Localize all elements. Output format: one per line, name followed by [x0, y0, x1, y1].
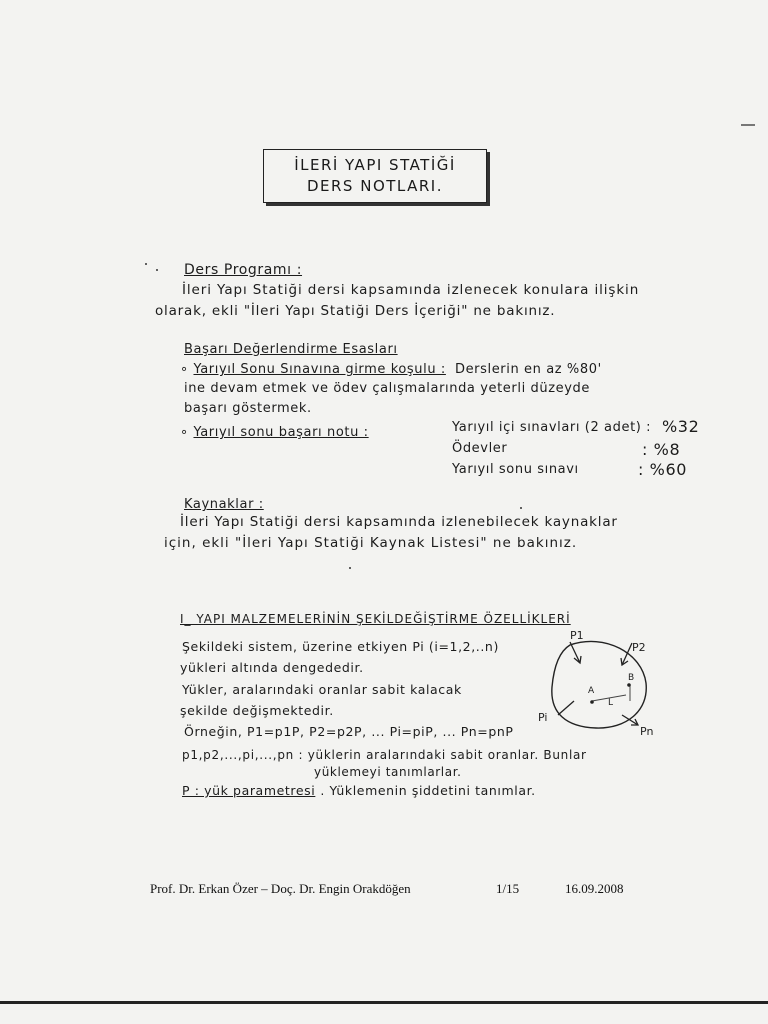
grade-label: Yarıyıl sonu başarı notu : [193, 425, 369, 440]
sources-line-2: için, ekli "İleri Yapı Statiği Kaynak Listesi" ne bakınız. [164, 535, 578, 551]
section1-line-6: p1,p2,...,pi,...,pn : yüklerin aralarındaki sabit oranlar. Bunlar [182, 748, 587, 762]
section1-line-8 [182, 783, 536, 799]
exam-req-label: Yarıyıl Sonu Sınavına girme koşulu : [193, 362, 446, 377]
section1-line-7: yüklemeyi tanımlarlar. [314, 765, 462, 779]
footer-date: 16.09.2008 [565, 881, 624, 896]
section1-line-1: Şekildeki sistem, üzerine etkiyen Pi (i=1,2,..n) [182, 639, 499, 654]
body-outline [552, 641, 646, 728]
exam-req-row: ∘ Yarıyıl Sonu Sınavına girme koşulu : Derslerin en az %80' [180, 362, 602, 377]
section1-line-5: Örneğin, P1=p1P, P2=p2P, ... Pi=piP, ... Pn=pnP [184, 724, 514, 739]
section1-heading: I_ YAPI MALZEMELERİNİN ŞEKİLDEĞİŞTİRME ÖZELLİKLERİ [180, 612, 571, 626]
scan-speck [156, 269, 158, 271]
exam-req-text-3: başarı göstermek. [184, 401, 312, 416]
title-line-2: DERS NOTLARI. [306, 177, 443, 195]
load-parameter-label: P : yük parametresi [182, 783, 316, 798]
title-line-1: İLERİ YAPI STATİĞİ [294, 156, 456, 174]
label-p2: P2 [632, 641, 646, 654]
grade-item-2: Ödevler [452, 441, 508, 456]
section1-line-2: yükleri altında dengededir. [180, 660, 364, 675]
grade-item-1: Yarıyıl içi sınavları (2 adet) : [452, 420, 652, 435]
footer-authors: Prof. Dr. Erkan Özer – Doç. Dr. Engin Orakdöğen [150, 881, 411, 896]
title-box [263, 149, 487, 203]
scan-speck [349, 567, 351, 569]
sources-line-1: İleri Yapı Statiği dersi kapsamında izlenebilecek kaynaklar [180, 514, 618, 530]
grade-percent-2: : %8 [642, 440, 681, 459]
load-arrow-p1 [570, 642, 580, 663]
label-pn: Pn [640, 725, 654, 738]
scan-speck [145, 263, 147, 265]
section1-line-4: şekilde değişmektedir. [180, 703, 334, 718]
label-l: L [608, 698, 614, 708]
program-heading: Ders Programı : [184, 262, 303, 278]
program-line-2: olarak, ekli "İleri Yapı Statiği Ders İçeriği" ne bakınız. [155, 303, 556, 319]
label-b: B [628, 673, 635, 683]
point-b [627, 683, 631, 687]
load-parameter-text: . Yüklemenin şiddetini tanımlar. [320, 783, 536, 798]
scan-edge-mark [741, 124, 755, 126]
label-pi: Pi [538, 711, 548, 724]
program-line-1: İleri Yapı Statiği dersi kapsamında izlenecek konulara ilişkin [182, 282, 640, 298]
section1-line-3: Yükler, aralarındaki oranlar sabit kalacak [182, 682, 462, 697]
exam-req-text-2: ine devam etmek ve ödev çalışmalarında yeterli düzeyde [184, 381, 590, 396]
grade-row: ∘ Yarıyıl sonu başarı notu : [180, 425, 369, 440]
grade-percent-3: : %60 [638, 460, 688, 479]
exam-req-text-1: Derslerin en az %80' [454, 362, 602, 377]
scan-speck [520, 507, 522, 509]
sources-heading: Kaynaklar : [184, 497, 264, 512]
footer-page: 1/15 [496, 881, 520, 896]
grade-percent-1: %32 [662, 417, 700, 436]
label-a: A [588, 686, 595, 696]
scan-bottom-edge [0, 1001, 768, 1004]
assessment-heading: Başarı Değerlendirme Esasları [184, 342, 398, 357]
grade-item-3: Yarıyıl sonu sınavı [452, 462, 579, 477]
label-p1: P1 [570, 629, 584, 642]
load-arrow-pi [558, 701, 574, 715]
loaded-body-figure [530, 625, 670, 745]
point-a [590, 700, 594, 704]
